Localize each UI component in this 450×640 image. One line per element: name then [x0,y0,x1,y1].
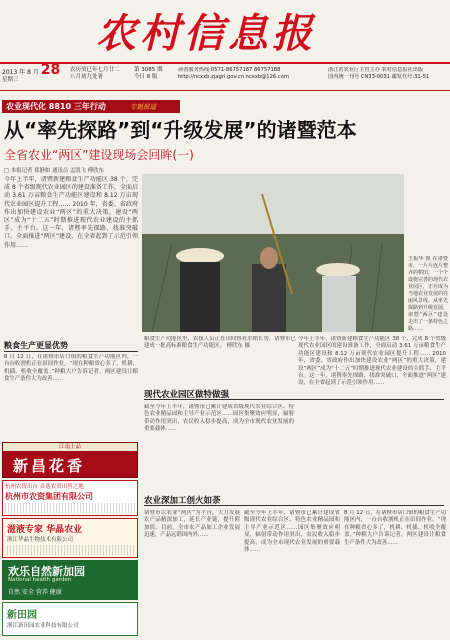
photo-caption: 粮食生产功能区里，农技人员正在田间察看水稻长势。诸暨市已建成一批高标准粮食生产功能区。 傅欣东 摄 [144,336,296,350]
ad2-title: 杭州市农资集团有限公司 [5,492,93,501]
section2-body-b: 今年上半年，诸暨新建粮食生产功能区 38 个，完成 8 个省级现代农业园区的建设准备工作，全面启动 3.61 万亩粮食生产功能区建设和 8.12 万亩现代农业园区提升工程…… 2010 年，省委、省政府作出加快建设农业“两区”的重大决策，建设“两区”成为“十二五”时期推进现代农业建设的主抓手、主平台。这一年，诸暨率先探路，找准突破口，全面推进“两区”建设，在全省起到了示范引领作用…… [298,336,446,387]
section-banner [2,100,180,113]
postal-code: 邮发代号:31-51 [391,74,430,80]
publisher-block [328,67,448,81]
contact-url: http://ncxxb.zjagri.gov.cn ncxxb@126.com [178,74,289,80]
masthead-title: 农村信息报 [96,10,316,57]
ad-flower [2,442,138,478]
cn-number: 国内统一刊号 CN33-0031 [328,74,390,80]
side-caption: 王振华 摄 在诸暨市，一片片连片整齐的稻田，一个个设施完善的现代农业园区，正在成为当地农业发展的亮丽风景线。从率先探路到升级发展，诸暨“两区”建设走出了一条特色之路…… [408,256,448,332]
lead-article: 今年上半年，诸暨新建粮食生产功能区 38 个，完成 8 个省级现代农业园区的建设准备工作，全面启动 3.61 万亩粮食生产功能区建设和 8.12 万亩现代农业园区提升工程…… 2010 年，省委、省政府作出加快建设农业“两区”的重大决策，建设“两区”成为“十二五”时期推进现代农业建设的主抓手、主平台。这一年，诸暨率先探路，找准突破口，全面推进“两区”建设，在全省起到了示范引领作用…… [4,176,138,249]
section3-body-a: 诸暨市以农业“两区”为平台，大力发展农产品精深加工，延长产业链，提升附加值。目前，全市农产品加工企业发展迅速，产品远销国内外…… [144,510,240,539]
ad3-text-block [7,545,135,555]
date-year-month: 2013 年 8 月 [2,69,39,76]
date-weekday: 星期三 [2,77,19,83]
publisher: 浙江省农业厅主管主办 [328,67,380,73]
ad4-title: 欢乐自然新加园 [8,565,85,578]
section2-body-a: 截至今年上半年，诸暨市已累计建成省级现代农业综合区、特色农业精品园和主导产业示范区……园区集聚效应明显，辐射带动作用突出，农民收入稳步提高，成为全市现代农业发展的重要载体…… [144,404,294,433]
ad4-tags: 自然 安全 营养 健康 [8,589,62,596]
lunar-block [70,67,132,81]
issue-number: 第 3085 期 [134,67,163,73]
ad1-top: 江南上品 [3,443,137,451]
ad3-sub: 浙江华晶生物技术有限公司 [7,537,74,543]
section3-rule [144,505,444,506]
ad4-sub: National health garden [8,577,72,583]
page-count: 今日 8 版 [134,74,158,80]
lunar-term: 八月初九处暑 [70,74,104,80]
lunar-date: 农历癸巳年七月廿二 [70,67,120,73]
date-day: 28 [40,62,61,78]
dateline-rule [0,90,450,91]
masthead-rule [0,62,450,64]
rice-field-photo [142,174,404,332]
section1-title: 粮食生产更显优势 [4,341,68,350]
date-block [2,62,68,90]
main-headline: 从“率先探路”到“升级发展”的诸暨范本 [4,118,357,142]
sponsor: 农村信息报社出版 [381,67,424,73]
ad-huajing [2,518,138,558]
masthead [0,0,450,64]
ad5-brand: 新田园 [7,610,37,621]
banner-label: 农业现代化 8810 三年行动 [6,102,106,111]
section1-body: 8 月 12 日，在诸暨市店口镇的粮食生产功能区内，一台台收割机正在田间作业。“现在种粮省心多了，机耕、机插、机收全覆盖。”种粮大户告诉记者，两区建设让粮食生产条件大为改善…… [4,354,138,383]
ad-hangzhou [2,480,138,516]
contact-hotline: 读者服务热线:0571-86757187 86757188 [178,67,281,73]
issue-block [134,67,176,81]
ad-garden [2,560,138,600]
contact-block [178,67,324,81]
section3-title: 农业深加工创火如荼 [144,496,221,506]
section2-title: 现代农业园区做特做强 [144,390,230,400]
byline: □ 本报记者 郑静如 通讯员 孟凯飞 傅欣东 [4,168,104,174]
ad5-sub: 浙江新田园农业科技有限公司 [7,623,79,629]
ad3-title: 滋液专家 华晶农业 [7,525,83,535]
photo-image-icon [142,174,404,332]
ad-xintianyuan [2,602,138,636]
sub-headline: 全省农业“两区”建设现场会回眸(一) [4,148,194,162]
banner-sub: 专题报道 [130,103,156,111]
ad1-brand: 新昌花香 [13,457,86,475]
section3-body-c: 8 月 12 日，在诸暨市店口镇的粮食生产功能区内，一台台收割机正在田间作业。“现在种粮省心多了，机耕、机插、机收全覆盖。”种粮大户告诉记者，两区建设让粮食生产条件大为改善…… [344,510,446,546]
ad2-top: 杭州农资出台 首选农资出售之地 [5,484,84,490]
section3-body-b: 截至今年上半年，诸暨市已累计建成省级现代农业综合区、特色农业精品园和主导产业示范区……园区集聚效应明显，辐射带动作用突出，农民收入稳步提高，成为全市现代农业发展的重要载体…… [244,510,340,554]
ad2-text-block [5,503,135,513]
section1-rule [4,351,138,352]
